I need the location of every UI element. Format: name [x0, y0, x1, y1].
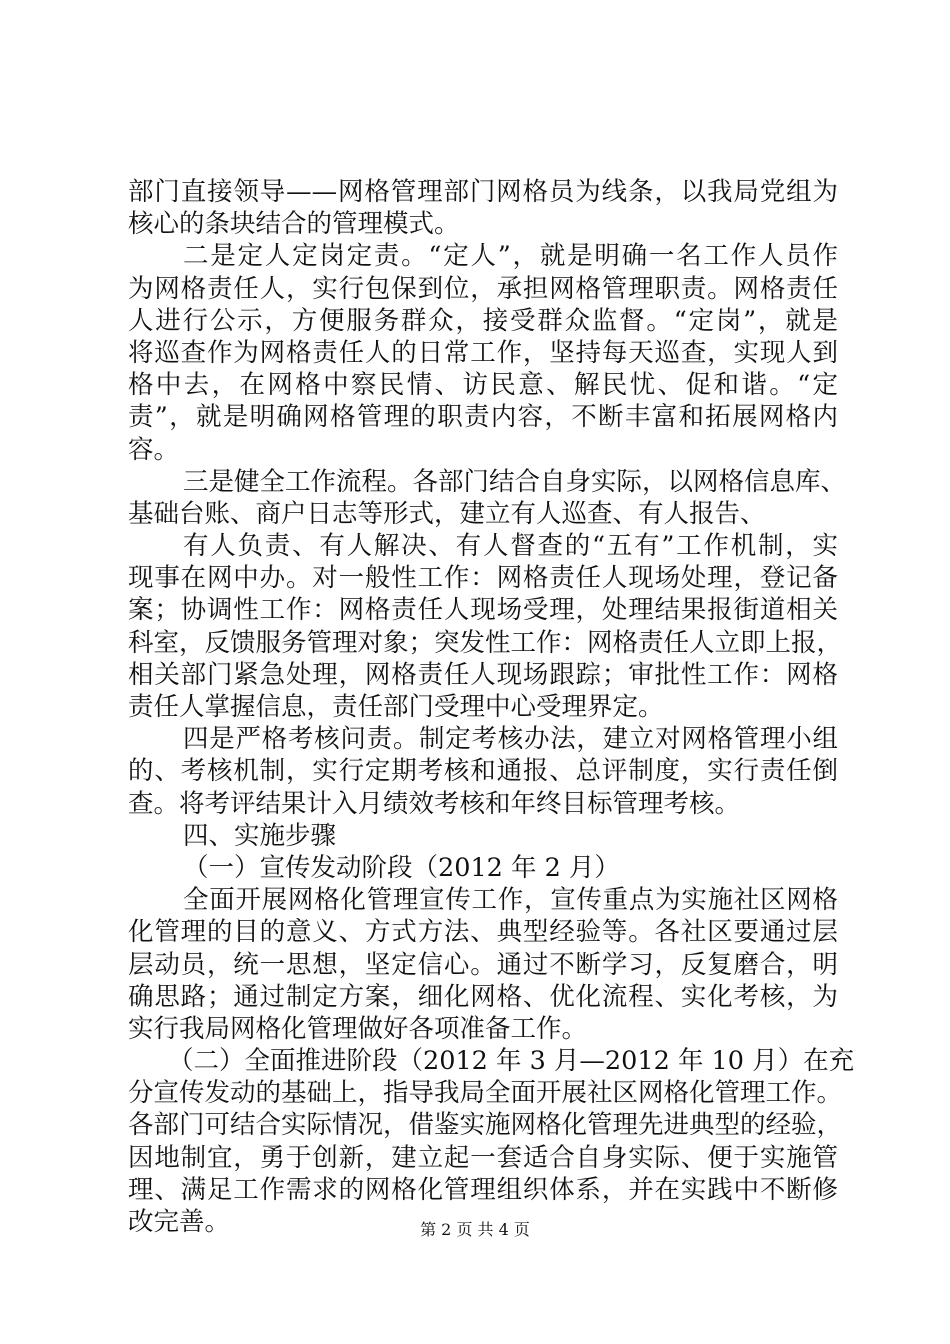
text-line: 三是健全工作流程。各部门结合自身实际，以网格信息库、 — [183, 466, 847, 497]
text-line: 责”，就是明确网格管理的职责内容，不断丰富和拓展网格内 — [128, 402, 838, 433]
text-line: 现事在网中办。对一般性工作：网格责任人现场处理，登记备 — [128, 563, 838, 594]
document-body — [128, 176, 855, 1238]
text-line: 全面开展网格化管理宣传工作，宣传重点为实施社区网格 — [183, 885, 838, 916]
page-number-footer: 第 2 页 共 4 页 — [420, 1220, 530, 1239]
text-line: 改完善。 — [128, 1207, 231, 1237]
text-line: 分宣传发动的基础上，指导我局全面开展社区网格化管理工作。 — [128, 1078, 843, 1109]
text-line: 科室，反馈服务管理对象；突发性工作：网格责任人立即上报， — [128, 627, 843, 658]
text-line: 责任人掌握信息，责任部门受理中心受理界定。 — [128, 692, 664, 722]
subsection-heading: （一）宣传发动阶段（2012 年 2 月） — [183, 852, 620, 883]
text-line: 实行我局网格化管理做好各项准备工作。 — [128, 1013, 588, 1044]
text-line: 查。将考评结果计入月绩效考核和年终目标管理考核。 — [128, 788, 741, 819]
text-line: 理、满足工作需求的网格化管理组织体系，并在实践中不断修 — [128, 1174, 838, 1205]
text-line: 有人负责、有人解决、有人督查的“五有”工作机制，实 — [183, 531, 838, 562]
text-line: 化管理的目的意义、方式方法、典型经验等。各社区要通过层 — [128, 917, 838, 948]
text-line: 的、考核机制，实行定期考核和通报、总评制度，实行责任倒 — [128, 756, 838, 787]
text-line: 相关部门紧急处理，网格责任人现场跟踪；审批性工作：网格 — [128, 659, 838, 690]
text-line: 部门直接领导——网格管理部门网格员为线条，以我局党组为 — [128, 177, 838, 207]
section-heading: 四、实施步骤 — [183, 820, 337, 851]
text-line: 各部门可结合实际情况，借鉴实施网格化管理先进典型的经验， — [128, 1110, 843, 1141]
text-line: 容。 — [128, 434, 180, 465]
text-line: 二是定人定岗定责。“定人”，就是明确一名工作人员作 — [183, 241, 838, 272]
text-line: 为网格责任人，实行包保到位，承担网格管理职责。网格责任 — [128, 273, 838, 304]
text-line: 确思路；通过制定方案，细化网格、优化流程、实化考核，为 — [128, 981, 838, 1012]
text-line: 案；协调性工作：网格责任人现场受理，处理结果报街道相关 — [128, 595, 838, 626]
text-line: 基础台账、商户日志等形式，建立有人巡查、有人报告、 — [128, 498, 766, 529]
text-line: 层动员，统一思想，坚定信心。通过不断学习，反复磨合，明 — [128, 949, 838, 980]
text-line: 四是严格考核问责。制定考核办法，建立对网格管理小组 — [183, 724, 838, 755]
text-line: 人进行公示，方便服务群众，接受群众监督。“定岗”，就是 — [128, 305, 838, 336]
text-line: 核心的条块结合的管理模式。 — [128, 209, 460, 240]
text-line: 将巡查作为网格责任人的日常工作，坚持每天巡查，实现人到 — [128, 337, 838, 368]
text-line: 格中去，在网格中察民情、访民意、解民忧、促和谐。“定 — [128, 370, 838, 401]
text-line: 因地制宜，勇于创新，建立起一套适合自身实际、便于实施管 — [128, 1142, 838, 1173]
text-line: （二）全面推进阶段（2012 年 3 月—2012 年 10 月）在充 — [168, 1046, 855, 1077]
